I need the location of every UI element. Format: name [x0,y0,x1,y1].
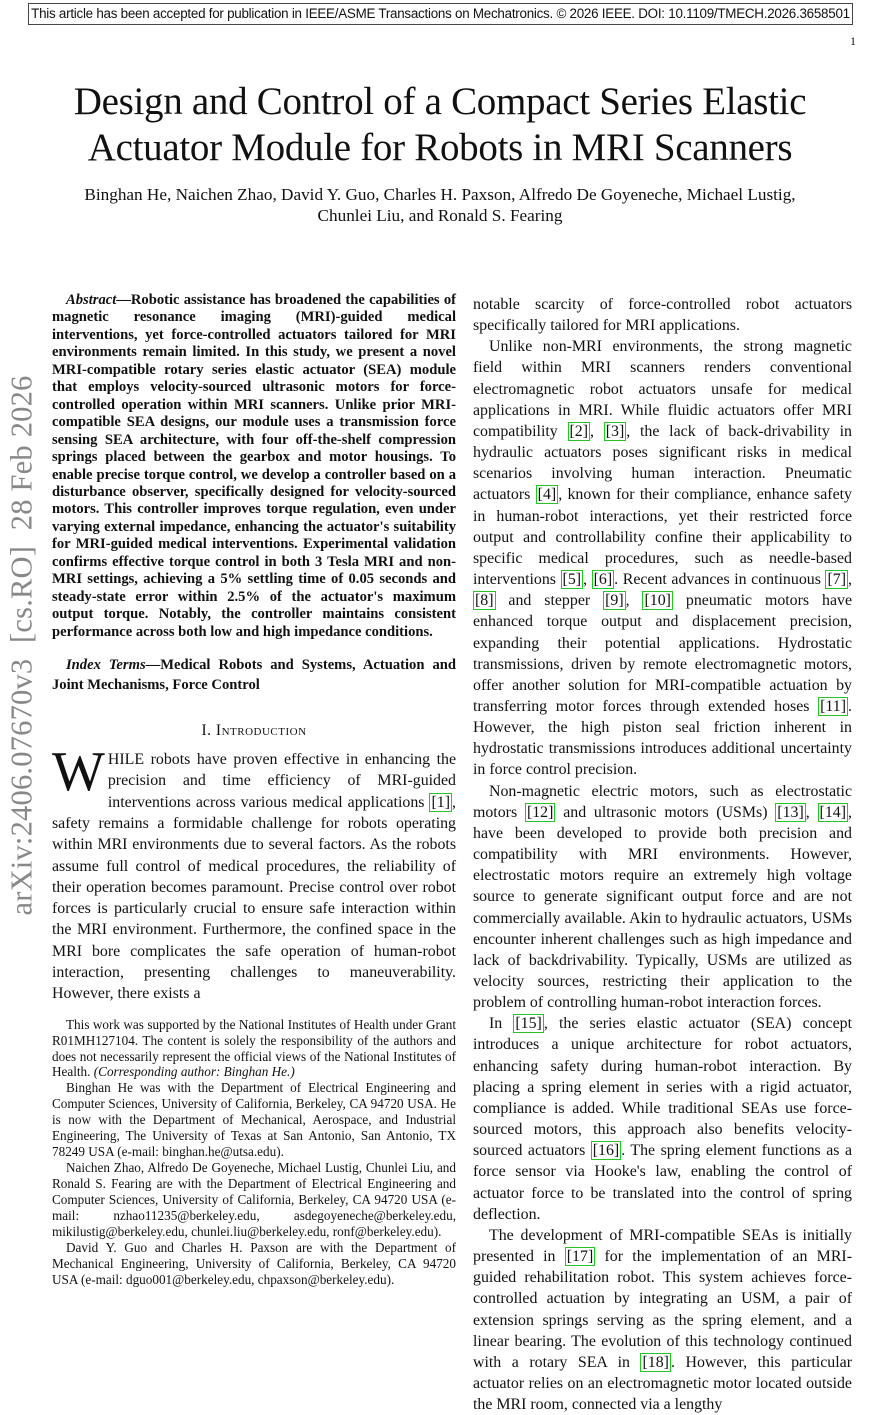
citation-link[interactable]: [8] [475,592,494,610]
citation-link[interactable]: [4] [537,486,557,504]
section-title: Introduction [215,722,307,740]
index-terms [52,655,456,695]
citation-link[interactable]: [9] [605,592,624,610]
citation-link[interactable]: [1] [431,793,451,811]
introduction-text [52,741,456,1005]
corresponding-author: (Corresponding author: Binghan He.) [93,1064,295,1080]
right-column-text [473,294,852,1415]
funding-note: This work was supported by the National Institutes of Health under Grant R01MH127104. The content is solely the responsibility of the authors and does not necessarily represent the official views of the National Institutes of Health. [52,1016,456,1080]
paragraph: notable scarcity of force-controlled robot actuators specifically tailored for MRI applications. [473,296,852,335]
section-number: I. [201,722,212,740]
citation-link[interactable]: [6] [593,571,613,589]
paragraph: The development of MRI-compatible SEAs is initially presented in [17] for the implementation of an MRI-guided rehabilitation robot. This system achieves force-controlled actuation by integrating an USM, a pair of extension springs serving as the spring element, and a linear bearing. The evolution of this technology continued with a rotary SEA in [18] . However, this particular actuator relies on an electromagnetic motor located outside the MRI room, connected via a lengthy [473,1226,852,1414]
drop-cap: W [52,741,105,804]
abstract-text: —Robotic assistance has broadened the capabilities of magnetic resonance imaging (MRI)-guided medical interventions, yet force-controlled actuators tailored for MRI environments remain limited. In this study, we present a novel MRI-compatible rotary series elastic actuator (SEA) module that employs velocity-sourced ultrasonic motors for force-controlled operation within MRI scanners. Unlike prior MRI-compatible SEA designs, our module uses a transmission force sensing SEA architecture, with four off-the-shelf compression springs placed between the gearbox and motor housings. To enable precise torque control, we develop a controller based on a disturbance observer, specifically designed for velocity-sourced motors. This controller improves torque regulation, even under varying external impedance, enhancing the actuator's suitability for MRI-guided medical interventions. Experimental validation confirms effective torque control in both 3 Tesla MRI and non-MRI settings, achieving a 5% settling time of 0.05 seconds and steady-state error within 2.5% of the actuator's maximum output torque. Notably, the controller maintains consistent performance across both low and high impedance conditions. [52,292,456,640]
paper-title: Design and Control of a Compact Series Elastic Actuator Module for Robots in MRI Scanners [73,80,807,169]
left-column [52,292,456,1288]
page-number: 1 [850,34,856,48]
affiliation-note: Binghan He was with the Department of Electrical Engineering and Computer Sciences, University of California, Berkeley, CA 94720 USA. He is now with the Department of Mechanical, Aerospace, and Industrial Engineering, The University of Texas at San Antonio, San Antonio, TX 78249 USA (e-mail: binghan.he@utsa.edu). [52,1080,456,1160]
paragraph: Non-magnetic electric motors, such as electrostatic motors [12] and ultrasonic motors (USMs) [13] , [14] , have been developed to provide both precision and compatibility with MRI environments. However, electrostatic motors require an extremely high voltage source to generate significant output force and are not commercially available. Akin to hydraulic actuators, USMs encounter inherent challenges such as high impedance and lack of backdrivability. Typically, USMs are utilized as velocity sources, restricting their application to the problem of controlling human-robot interaction forces. [473,782,853,1012]
citation-link[interactable]: [18] [642,1353,669,1371]
affiliation-note: David Y. Guo and Charles H. Paxson are with the Department of Mechanical Engineering, University of California, Berkeley, CA 94720 USA (e-mail: dguo001@berkeley.edu, chpaxson@berkeley.edu). [52,1239,456,1287]
publication-banner: This article has been accepted for publication in IEEE/ASME Transactions on Mechatronics. © 2026 IEEE. DOI: 10.1109/TMECH.2026.3658501 [28,3,853,25]
intro-paragraph: robots have proven effective in enhancing the precision and time efficiency of MRI-guided interventions across various medical applications [1] , safety remains a formidable challenge for robots operating within MRI environments due to several factors. As the robots assume full control of medical procedures, the reliability of their operation becomes paramount. Precise control over robot forces is particularly crucial to ensure safe interaction within the MRI environment. Furthermore, the confined space in the MRI bore complicates the safe operation of human-robot interaction, presenting challenges to maneuverability. However, there exists a [52,751,456,1003]
citation-link[interactable]: [15] [515,1015,542,1033]
arxiv-stamp: arXiv:2406.07670v3 [cs.RO] 28 Feb 2026 [4,375,39,916]
citation-link[interactable]: [14] [819,803,847,821]
citation-link[interactable]: [7] [827,571,847,589]
citation-link[interactable]: [13] [777,803,804,821]
citation-link[interactable]: [10] [644,592,671,610]
citation-link[interactable]: [3] [605,422,625,440]
abstract-label: Abstract [66,292,117,308]
citation-link[interactable]: [5] [562,571,582,589]
abstract [52,292,456,641]
section-heading [52,721,456,741]
paragraph: Unlike non-MRI environments, the strong magnetic field within MRI scanners renders conventional electromagnetic robot actuators unsafe for medical applications in MRI. While fluidic actuators offer MRI compatibility [2] , [3] , the lack of back-drivability in hydraulic actuators poses significant risks in medical scenarios involving human interaction. Pneumatic actuators [4] , known for their compliance, enhance safety in human-robot interactions, yet their restricted force output and controllability confine their applicability to specific medical procedures, such as needle-based interventions [5] , [6] . Recent advances in continuous [7] , [8] and stepper [9] , [10] pneumatic motors have enhanced torque output and displacement precision, expanding their potential applications. Hydrostatic transmissions, driven by remote electromagnetic motors, offer another solution for MRI-compatible actuation by transferring motor forces through extended hoses [11] . However, the high piston seal friction inherent in hydrostatic transmissions introduces additional uncertainty in force control precision. [473,338,853,779]
citation-link[interactable]: [2] [569,422,589,440]
index-terms-text: —Medical Robots and Systems, Actuation and Joint Mechanisms, Force Control [52,657,456,694]
citation-link[interactable]: [16] [592,1142,620,1160]
paper-header [40,79,840,226]
paragraph: In [15] , the series elastic actuator (SEA) concept introduces a unique architecture for robot actuators, enhancing safety during human-robot interaction. By placing a spring element in series with a rigid actuator, compliance is added. While traditional SEAs use force-sourced motors, this approach also benefits velocity-sourced actuators [16] . The spring element functions as a force sensor via Hooke's law, enabling the control of actuator force to be translated into the control of spring deflection. [473,1015,852,1223]
citation-link[interactable]: [17] [566,1248,594,1266]
index-terms-label: Index Terms [66,657,146,674]
affiliation-note: Naichen Zhao, Alfredo De Goyeneche, Michael Lustig, Chunlei Liu, and Ronald S. Fearing are with the Department of Electrical Engineering and Computer Sciences, University of California, Berkeley, CA 94720 USA (e-mail: nzhao11235@berkeley.edu, asdegoyeneche@berkeley.edu, mikilustig@berkeley.edu, chunlei.liu@berkeley.edu, ronf@berkeley.edu). [52,1160,456,1240]
citation-link[interactable]: [12] [526,803,554,821]
first-word: HILE [107,751,145,769]
author-list: Binghan He, Naichen Zhao, David Y. Guo, Charles H. Paxson, Alfredo De Goyeneche, Michael Lustig, Chunlei Liu, and Ronald S. Fearing [84,185,796,225]
footnotes [52,1005,456,1288]
citation-link[interactable]: [11] [820,697,847,715]
